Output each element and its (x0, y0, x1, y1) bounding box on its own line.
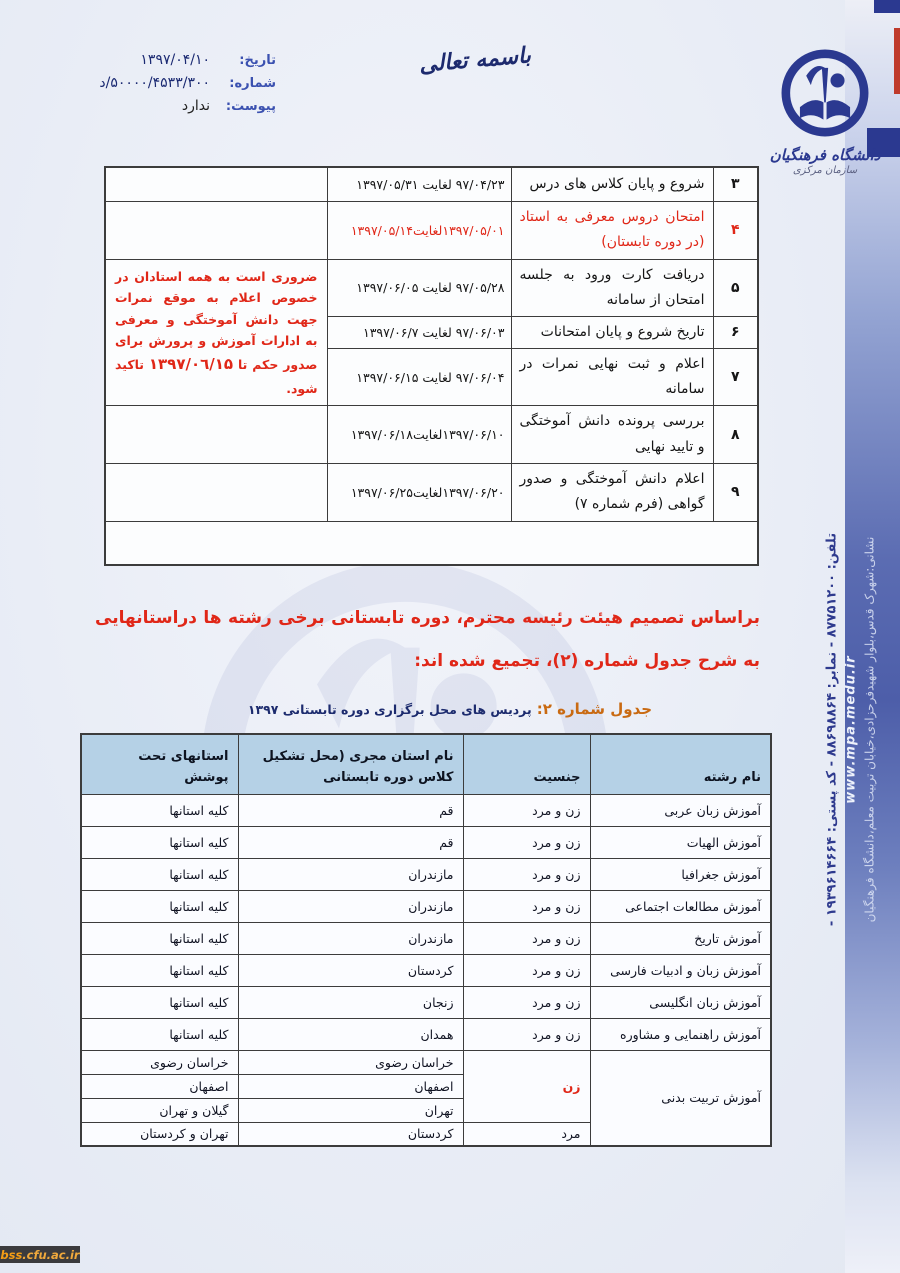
table-row (81, 826, 771, 858)
field-name: آموزش زبان انگلیسی (590, 986, 771, 1018)
row-dates: ۹۷/۰۴/۲۳ لغایت ۱۳۹۷/۰۵/۳۱ (327, 167, 511, 201)
table-row (81, 986, 771, 1018)
host-province: قم (238, 826, 463, 858)
site-prefix: bss (0, 1247, 23, 1262)
university-emblem-icon (778, 46, 872, 140)
host-province: مازندران (238, 890, 463, 922)
gender: زن و مرد (463, 826, 590, 858)
meta-row-attachment (28, 98, 276, 114)
gender: زن و مرد (463, 986, 590, 1018)
row-note-empty (105, 201, 327, 259)
table-row (81, 794, 771, 826)
attachment-label: پیوست: (225, 99, 276, 114)
note-text-before: ضروری است به همه استادان در خصوص اعلام به موقع نمرات جهت دانش آموختگی و معرفی به ادارات آموزش و پرورش برای صدور حکم تا (115, 268, 318, 372)
note-text-after: تاکید شود. (115, 356, 318, 396)
campus-table (80, 733, 772, 1147)
field-name: آموزش مطالعات اجتماعی (590, 890, 771, 922)
date-value: ۱۳۹۷/۰۴/۱۰ (140, 52, 210, 68)
row-number: ۵ (713, 259, 758, 316)
covered-provinces: کلیه استانها (81, 890, 238, 922)
edge-navy-mark-top (874, 0, 900, 13)
row-dates: ۹۷/۰۶/۰۳ لغایت ۱۳۹۷/۰۶/۷ (327, 316, 511, 348)
row-activity: اعلام دانش آموختگی و صدور گواهی (فرم شماره ۷) (511, 463, 713, 521)
row-dates: ۱۳۹۷/۰۵/۰۱لغایت۱۳۹۷/۰۵/۱۴ (327, 201, 511, 259)
table-row (105, 259, 758, 316)
grades-deadline-note (105, 259, 327, 406)
field-name-physical-education: آموزش تربیت بدنی (590, 1050, 771, 1146)
header-gender: جنسیت (463, 734, 590, 794)
row-number: ۴ (713, 201, 758, 259)
host-province: مازندران (238, 858, 463, 890)
host-province: همدان (238, 1018, 463, 1050)
note-deadline-date: ۱۳۹۷/۰٦/۱۵ (148, 354, 234, 373)
field-name: آموزش تاریخ (590, 922, 771, 954)
table-row (81, 858, 771, 890)
row-activity: اعلام و ثبت نهایی نمرات در سامانه (511, 349, 713, 406)
host-province: مازندران (238, 922, 463, 954)
field-name: آموزش زبان عربی (590, 794, 771, 826)
date-label: تاریخ: (239, 53, 276, 68)
address-text: نشانی:شهرک قدس،بلوار شهیدفرحزادی،خیابان تربیت معلم،دانشگاه فرهنگیان (862, 536, 877, 923)
table2-title-rest: پردیس های محل برگزاری دوره تابستانی ۱۳۹۷ (247, 702, 532, 717)
table2-title-bold: جدول شماره ۲: (536, 700, 653, 718)
covered-provinces: کلیه استانها (81, 858, 238, 890)
website-url-text: www.mpa.medu.ir (843, 655, 859, 804)
letter-meta-block (28, 52, 276, 121)
covered-provinces: گیلان و تهران (81, 1098, 238, 1122)
covered-provinces: خراسان رضوی (81, 1050, 238, 1074)
row-activity: بررسی پرونده دانش آموختگی و تایید نهایی (511, 406, 713, 463)
row-note-empty (105, 406, 327, 463)
host-province: کردستان (238, 954, 463, 986)
table-row (105, 463, 758, 521)
covered-provinces: کلیه استانها (81, 826, 238, 858)
table-row (81, 922, 771, 954)
header-host-province: نام استان مجری (محل تشکیل کلاس دوره تابستانی (238, 734, 463, 794)
covered-provinces: کلیه استانها (81, 922, 238, 954)
gender: زن و مرد (463, 954, 590, 986)
row-number: ۷ (713, 349, 758, 406)
table-row (105, 167, 758, 201)
row-dates: ۱۳۹۷/۰۶/۱۰لغایت۱۳۹۷/۰۶/۱۸ (327, 406, 511, 463)
gender-male: مرد (463, 1122, 590, 1146)
header-field-name: نام رشته (590, 734, 771, 794)
table2-title (150, 699, 750, 718)
covered-provinces: کلیه استانها (81, 986, 238, 1018)
host-province: اصفهان (238, 1074, 463, 1098)
university-logo-block (768, 46, 882, 176)
table-row (81, 1018, 771, 1050)
covered-provinces: کلیه استانها (81, 794, 238, 826)
row-dates: ۱۳۹۷/۰۶/۲۰لغایت۱۳۹۷/۰۶/۲۵ (327, 463, 511, 521)
row-dates: ۹۷/۰۶/۰۴ لغایت ۱۳۹۷/۰۶/۱۵ (327, 349, 511, 406)
row-activity: امتحان دروس معرفی به استاد (در دوره تابستان) (511, 201, 713, 259)
covered-provinces: تهران و کردستان (81, 1122, 238, 1146)
host-province: قم (238, 794, 463, 826)
table-row-empty (105, 521, 758, 565)
table-row (105, 406, 758, 463)
row-number: ۳ (713, 167, 758, 201)
contact-info-vertical (823, 445, 880, 1015)
university-name: دانشگاه فرهنگیان (769, 146, 881, 164)
gender: زن و مرد (463, 922, 590, 954)
number-label: شماره: (229, 76, 276, 91)
gender: زن و مرد (463, 858, 590, 890)
host-province: تهران (238, 1098, 463, 1122)
covered-provinces: کلیه استانها (81, 954, 238, 986)
field-name: آموزش جغرافیا (590, 858, 771, 890)
row-activity: تاریخ شروع و پایان امتحانات (511, 316, 713, 348)
row-number: ۹ (713, 463, 758, 521)
phone-fax-postal-text: تلفن: ۸۷۷۵۱۲۰۰ - نمابر: ۸۸۶۹۸۸۶۴ - کد پستی: ۱۹۳۹۶۱۴۶۶۴ - (824, 532, 840, 927)
table-row (81, 954, 771, 986)
row-number: ۶ (713, 316, 758, 348)
row-number: ۸ (713, 406, 758, 463)
edge-red-mark (894, 28, 900, 94)
attachment-value: ندارد (181, 98, 210, 114)
meta-row-date (28, 52, 276, 68)
host-province: زنجان (238, 986, 463, 1018)
gender: زن و مرد (463, 890, 590, 922)
table-row-pe (81, 1050, 771, 1074)
header-covered-provinces: استانهای تحت پوشش (81, 734, 238, 794)
covered-provinces: کلیه استانها (81, 1018, 238, 1050)
field-name: آموزش زبان و ادبیات فارسی (590, 954, 771, 986)
table-header-row (81, 734, 771, 794)
table-row (105, 201, 758, 259)
gender: زن و مرد (463, 1018, 590, 1050)
host-province: کردستان (238, 1122, 463, 1146)
host-province: خراسان رضوی (238, 1050, 463, 1074)
number-value: ۵۰۰۰۰/۴۵۳۳/۳۰۰/د (99, 75, 210, 91)
board-decision-paragraph: براساس تصمیم هیئت رئیسه محترم، دوره تابستانی برخی رشته ها دراستانهایی به شرح جدول شماره (۲)، تجمیع شده اند: (95, 608, 760, 672)
field-name: آموزش الهیات (590, 826, 771, 858)
gender-female: زن (463, 1050, 590, 1122)
field-name: آموزش راهنمایی و مشاوره (590, 1018, 771, 1050)
covered-provinces: اصفهان (81, 1074, 238, 1098)
row-note-empty (105, 167, 327, 201)
row-dates: ۹۷/۰۵/۲۸ لغایت ۱۳۹۷/۰۶/۰۵ (327, 259, 511, 316)
row-note-empty (105, 463, 327, 521)
row-activity: شروع و پایان کلاس های درس (511, 167, 713, 201)
row-activity: دریافت کارت ورود به جلسه امتحان از سامانه (511, 259, 713, 316)
table-row (81, 890, 771, 922)
source-site-badge (0, 1246, 80, 1263)
meta-row-number (28, 75, 276, 91)
summer-schedule-table (104, 166, 759, 566)
bismillah-calligraphy: باسمه تعالی (418, 43, 532, 78)
central-organization-label: سازمان مرکزی (792, 165, 858, 176)
site-rest: .cfu.ac.ir (22, 1247, 80, 1262)
gender: زن و مرد (463, 794, 590, 826)
